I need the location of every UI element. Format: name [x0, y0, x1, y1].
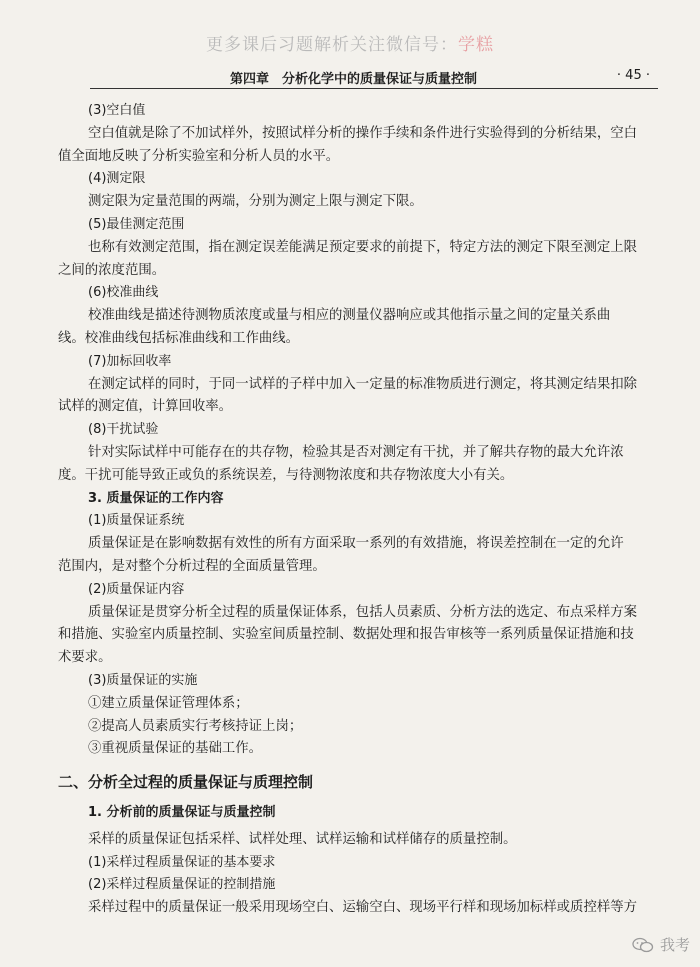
paragraph-line: 校准曲线是描述待测物质浓度或量与相应的测量仪器响应或其他指示量之间的定量关系曲: [88, 308, 611, 324]
banner-text: 更多课后习题解析关注微信号：: [206, 35, 458, 55]
subheading: (6)校准曲线: [88, 285, 159, 301]
paragraph-line: 术要求。: [58, 650, 112, 666]
paragraph-line: 试样的测定值，计算回收率。: [58, 399, 233, 415]
chapter-section-heading: 二、分析全过程的质量保证与质理控制: [58, 773, 314, 792]
paragraph-line: 测定限为定量范围的两端，分别为测定上限与测定下限。: [88, 194, 423, 210]
subheading: (3)空白值: [88, 103, 146, 118]
paragraph-line: 空白值就是除了不加试样外，按照试样分析的操作手续和条件进行实验得到的分析结果，空白: [88, 125, 638, 141]
paragraph-line: 也称有效测定范围，指在测定误差能满足预定要求的前提下，特定方法的测定下限至测定上限: [88, 239, 638, 255]
subheading: (5)最佳测定范围: [88, 216, 185, 232]
paragraph-line: 线。校准曲线包括标准曲线和工作曲线。: [58, 330, 300, 346]
paragraph-line: 之间的浓度范围。: [58, 262, 166, 278]
list-item: ①建立质量保证管理体系；: [88, 695, 249, 711]
paragraph-line: 采样的质量保证包括采样、试样处理、试样运输和试样储存的质量控制。: [88, 831, 517, 847]
paragraph-line: 采样过程中的质量保证一般采用现场空白、运输空白、现场平行样和现场加标样或质控样等方: [88, 900, 638, 916]
section-heading: 1. 分析前的质量保证与质量控制: [88, 804, 276, 820]
subheading: (8)干扰试验: [88, 422, 159, 438]
subheading: (4)测定限: [88, 171, 146, 187]
running-header: [90, 64, 658, 89]
paragraph-line: 值全面地反映了分析实验室和分析人员的水平。: [58, 148, 340, 164]
section-heading: 3. 质量保证的工作内容: [88, 490, 224, 506]
paragraph-line: 质量保证是贯穿分析全过程的质量保证体系，包括人员素质、分析方法的选定、布点采样方案: [88, 604, 638, 620]
paragraph-line: 范围内，是对整个分析过程的全面质量管理。: [58, 558, 326, 574]
paragraph-line: 针对实际试样中可能存在的共存物，检验其是否对测定有干扰，并了解共存物的最大允许浓: [88, 444, 624, 460]
paragraph-line: 在测定试样的同时，于同一试样的子样中加入一定量的标准物质进行测定，将其测定结果扣除: [88, 376, 638, 392]
page-number: · 45 ·: [616, 68, 650, 83]
watermark-text: 我考: [659, 936, 690, 954]
subheading: (1)质量保证系统: [88, 513, 185, 529]
promo-banner: [0, 30, 700, 55]
wechat-watermark: [632, 934, 690, 955]
wechat-icon: [632, 937, 654, 953]
page-body: [58, 100, 658, 920]
list-item: ③重视质量保证的基础工作。: [88, 741, 263, 757]
paragraph-line: 质量保证是在影响数据有效性的所有方面采取一系列的有效措施，将误差控制在一定的允许: [88, 536, 624, 552]
paragraph-line: 和措施、实验室内质量控制、实验室间质量控制、数据处理和报告审核等一系列质量保证措施和技: [58, 627, 634, 643]
list-item: ②提高人员素质实行考核持证上岗；: [88, 718, 303, 734]
subheading: (2)质量保证内容: [88, 581, 185, 597]
paragraph-line: 度。干扰可能导致正或负的系统误差，与待测物浓度和共存物浓度大小有关。: [58, 467, 514, 483]
subheading: (1)采样过程质量保证的基本要求: [88, 854, 276, 870]
chapter-title: 第四章 分析化学中的质量保证与质量控制: [230, 72, 478, 87]
subheading: (2)采样过程质量保证的控制措施: [88, 877, 276, 893]
subheading: (3)质量保证的实施: [88, 672, 198, 688]
banner-brand: 学糕: [458, 35, 494, 55]
subheading: (7)加标回收率: [88, 353, 172, 369]
